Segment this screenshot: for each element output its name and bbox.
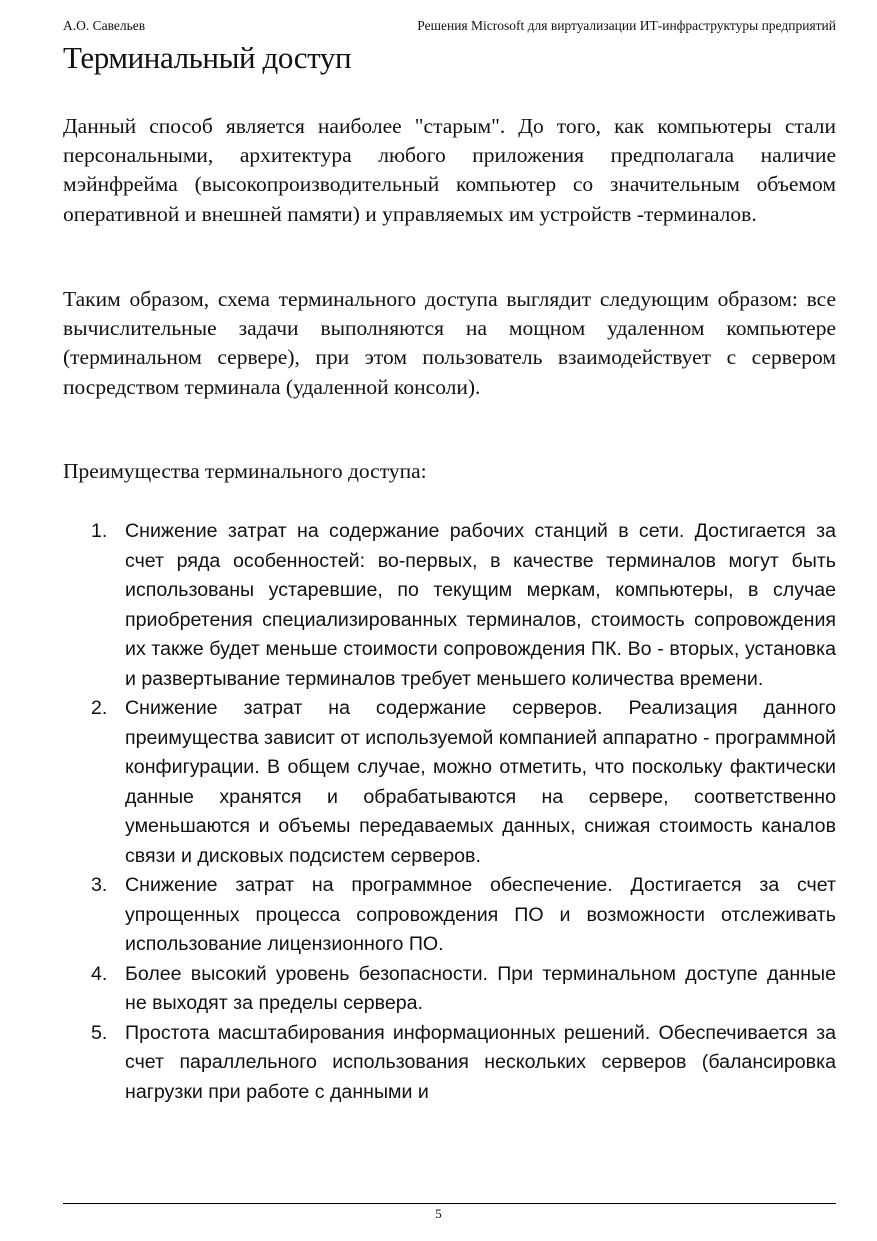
list-item-text: Снижение затрат на содержание серверов. Реализация данного преимущества зависит от используемой компанией аппаратно - программной конфигурации. В общем случае, можно отметить, что поскольку фактически данные хранятся и обрабатываются на сервере, соответственно уменьшаются и объемы передаваемых данных, снижая стоимость каналов связи и дисковых подсистем серверов. [125,697,836,867]
list-item [63,1019,836,1108]
header-book-title: Решения Microsoft для виртуализации ИТ-инфраструктуры предприятий [417,18,836,33]
paragraph-intro: Данный способ является наиболее "старым". До того, как компьютеры стали персональными, архитектура любого приложения предполагала наличие мэйнфрейма (высокопроизводительный компьютер со значительным объемом оперативной и внешней памяти) и управляемых им устройств -терминалов. [63,114,836,226]
advantages-list [63,517,836,1107]
list-item-text: Простота масштабирования информационных решений. Обеспечивается за счет параллельного использования нескольких серверов (балансировка нагрузки при работе с данными и [125,1021,836,1103]
list-item-number: 2. [91,697,108,719]
list-item-number: 5. [91,1021,108,1044]
header-author: А.О. Савельев [63,18,146,33]
list-item-number: 3. [91,874,108,896]
list-item-text: Более высокий уровень безопасности. При терминальном доступе данные не выходят за пределы сервера. [125,962,836,1014]
list-item-number: 4. [91,962,108,985]
list-item [63,960,836,1019]
paragraph-scheme: Таким образом, схема терминального доступа выглядит следующим образом: все вычислительные задачи выполняются на мощном удаленном компьютере (терминальном сервере), при этом пользователь взаимодействует с сервером посредством терминала (удаленной консоли). [63,287,836,399]
list-item-text: Снижение затрат на содержание рабочих станций в сети. Достигается за счет ряда особенностей: во-первых, в качестве терминалов могут быть использованы устаревшие, по текущим меркам, компьютеры, в случае приобретения специализированных терминалов, стоимость сопровождения их также будет меньше стоимости сопровождения ПК. Во - вторых, установка и развертывание терминалов требует меньшего количества времени. [125,520,836,690]
paragraph-advantages-heading: Преимущества терминального доступа: [63,459,427,483]
list-item-text: Снижение затрат на программное обеспечение. Достигается за счет упрощенных процесса сопровождения ПО и возможности отслеживать использование лицензионного ПО. [125,874,836,955]
list-item [63,694,836,871]
list-item [63,517,836,694]
section-title: Терминальный доступ [63,40,352,75]
list-item [63,871,836,960]
page-number: 5 [435,1206,442,1221]
list-item-number: 1. [91,520,108,542]
footer-divider [63,1203,836,1204]
